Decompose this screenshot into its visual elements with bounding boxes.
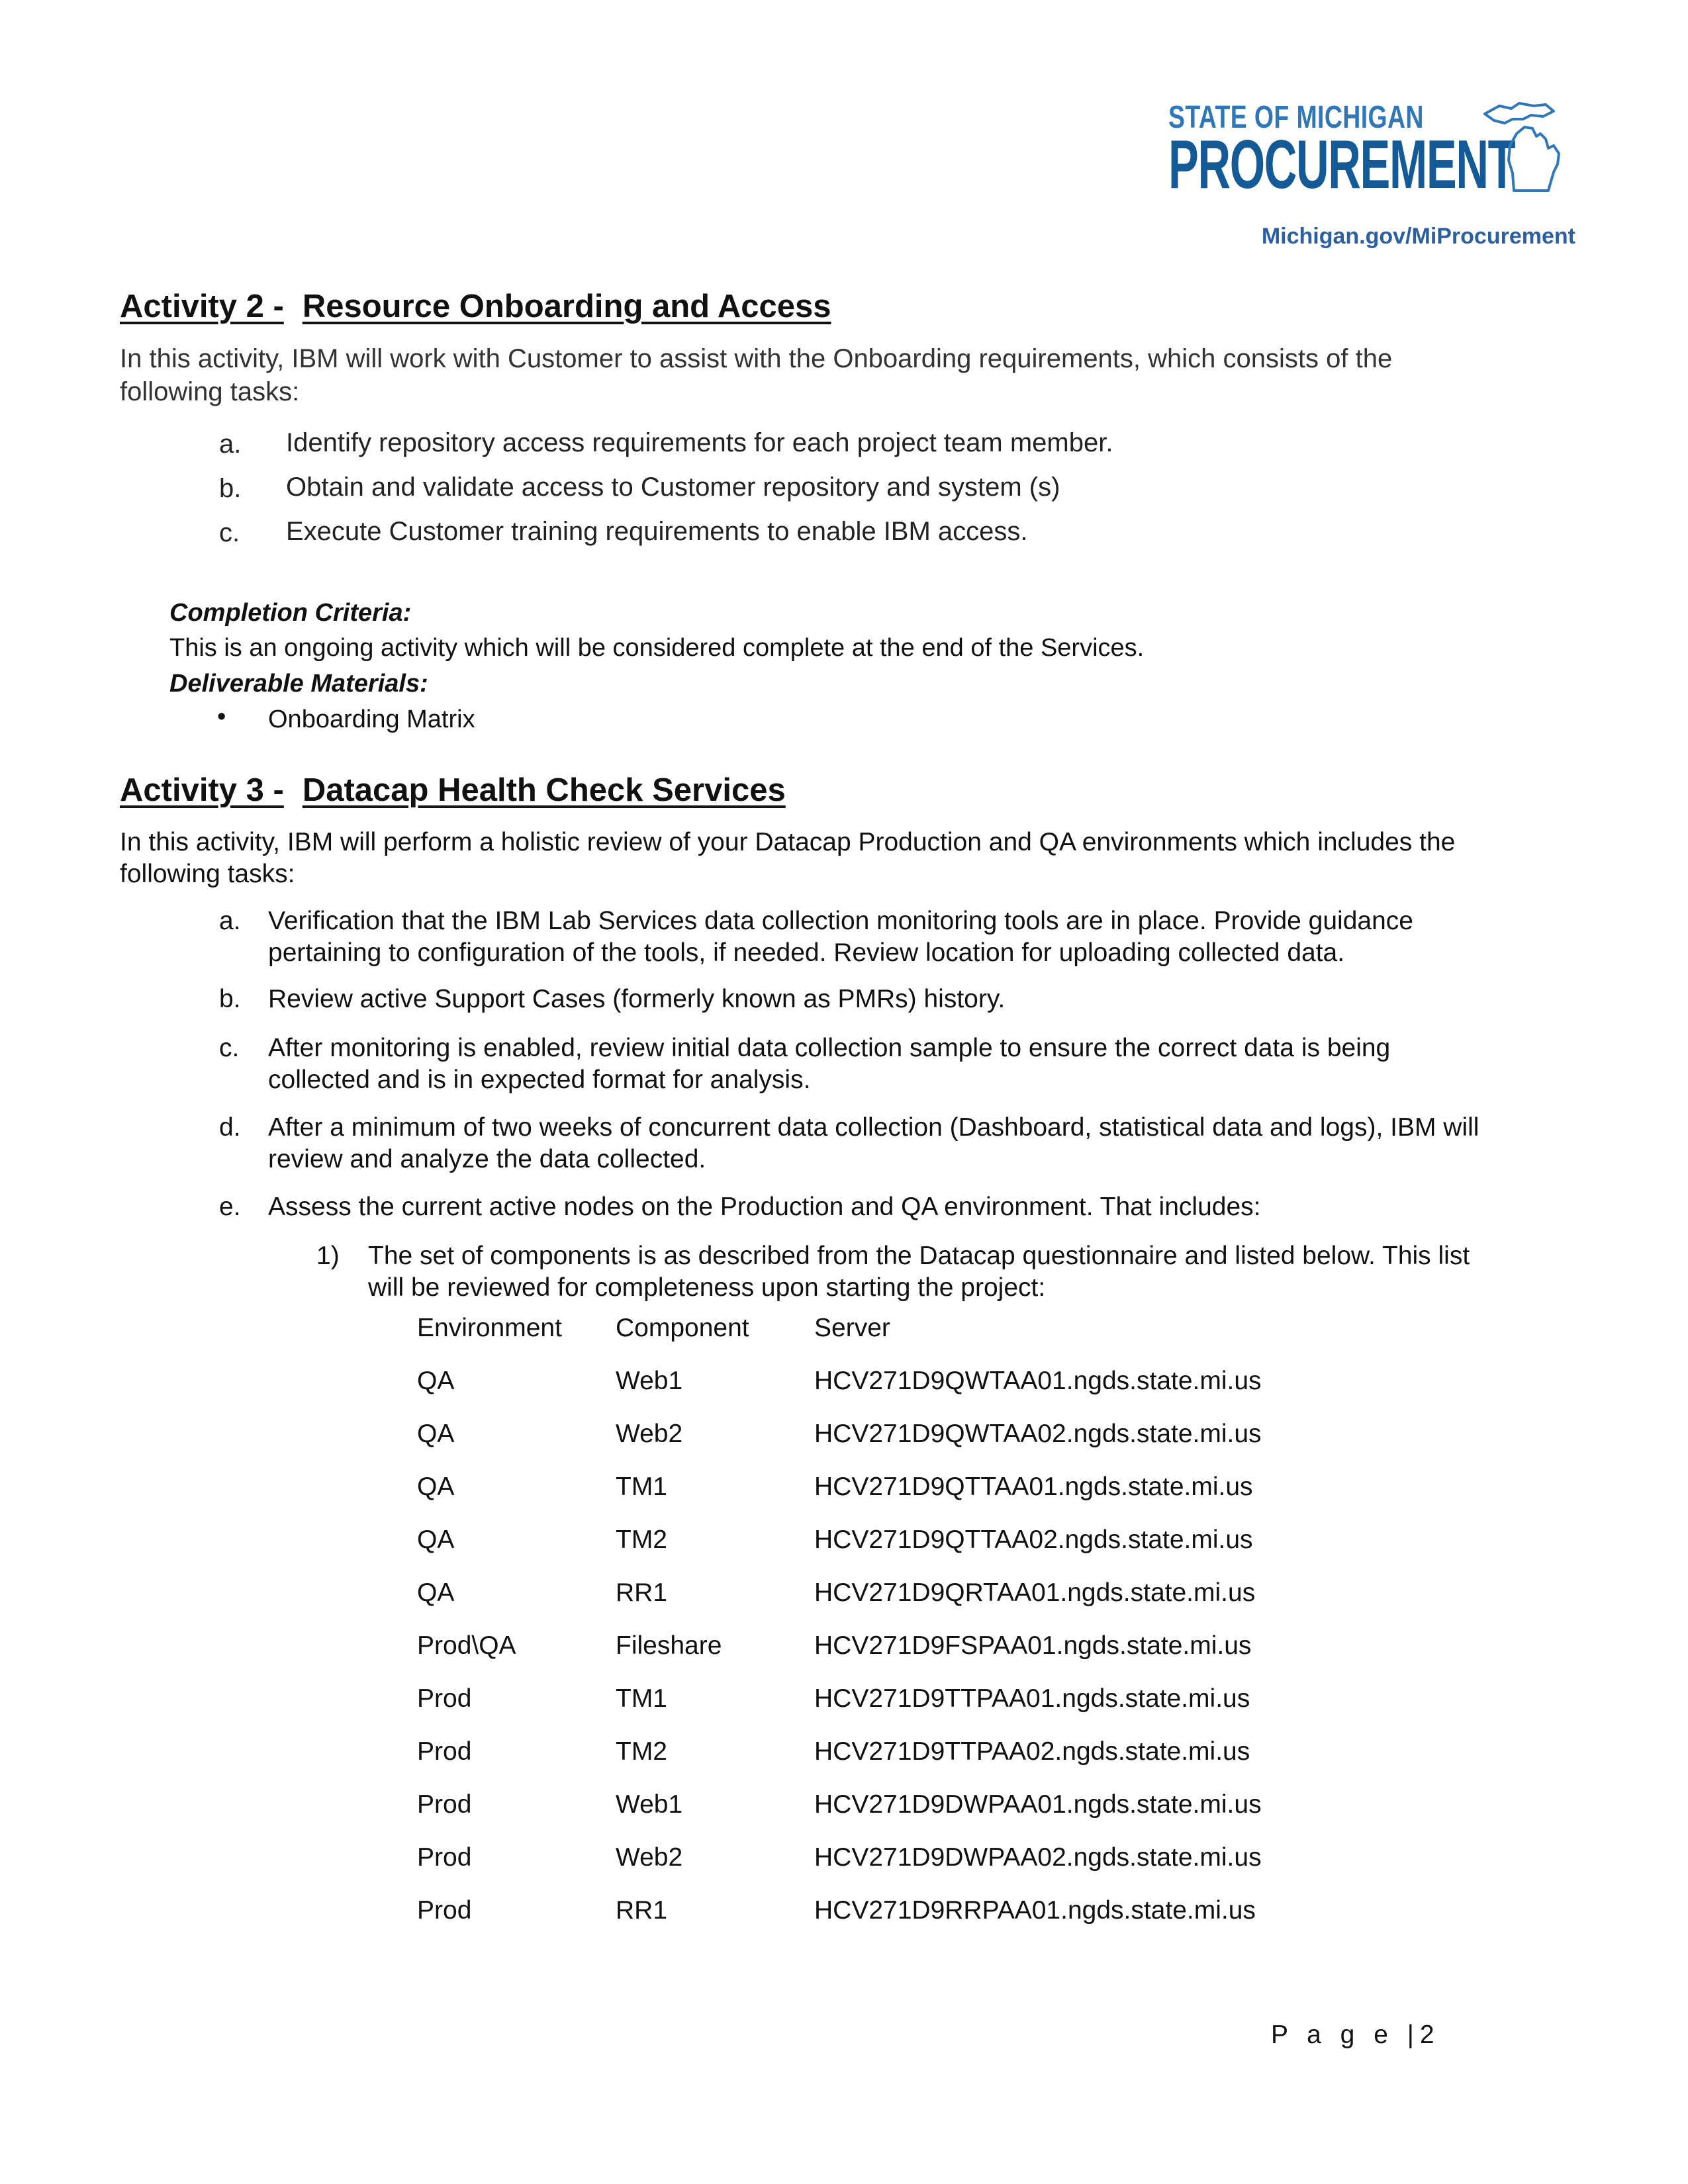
activity-3-intro-line2: following tasks: — [120, 860, 295, 888]
task-line: Verification that the IBM Lab Services data collection monitoring tools are in place. Provide guidance — [268, 907, 1413, 935]
procurement-logo — [1149, 99, 1572, 203]
task-line: collected and is in expected format for analysis. — [268, 1066, 811, 1094]
page-label: P a g e — [1271, 2021, 1394, 2049]
activity-2-task-text: Execute Customer training requirements to enable IBM access. — [286, 517, 1028, 546]
environment-cell: Prod — [417, 1737, 472, 1766]
activity-2-number: Activity 2 - — [120, 289, 284, 324]
procurement-url-link[interactable]: Michigan.gov/MiProcurement — [1261, 224, 1575, 249]
task-line: pertaining to configuration of the tools, if needed. Review location for uploading collected data. — [268, 938, 1345, 967]
column-header-environment: Environment — [417, 1314, 562, 1342]
task-line: review and analyze the data collected. — [268, 1145, 706, 1173]
subitem-text — [368, 1240, 1579, 1304]
component-cell: TM1 — [616, 1473, 667, 1501]
activity-3-number: Activity 3 - — [120, 772, 284, 808]
component-cell: TM2 — [616, 1525, 667, 1554]
environment-cell: Prod\QA — [417, 1631, 516, 1660]
activity-3-task-text — [268, 1112, 1479, 1175]
activity-3-task-letter: e. — [219, 1193, 241, 1221]
task-line: After a minimum of two weeks of concurrent data collection (Dashboard, statistical data and logs), IBM will — [268, 1113, 1479, 1142]
component-cell: RR1 — [616, 1896, 668, 1925]
environment-cell: QA — [417, 1367, 455, 1395]
component-cell: RR1 — [616, 1578, 668, 1607]
activity-2-task-text: Identify repository access requirements for each project team member. — [286, 428, 1113, 457]
server-cell: HCV271D9TTPAA01.ngds.state.mi.us — [814, 1684, 1250, 1713]
component-cell: Web1 — [616, 1790, 683, 1819]
activity-3-title: Datacap Health Check Services — [302, 772, 786, 808]
activity-2-task-letter: b. — [219, 474, 242, 503]
activity-2-heading — [120, 288, 831, 325]
component-cell: Web1 — [616, 1367, 683, 1395]
deliverable-item: Onboarding Matrix — [268, 705, 475, 733]
activity-3-task-letter: c. — [219, 1034, 240, 1062]
component-cell: TM2 — [616, 1737, 667, 1766]
task-line: Review active Support Cases (formerly known as PMRs) history. — [268, 985, 1006, 1013]
server-cell: HCV271D9QRTAA01.ngds.state.mi.us — [814, 1578, 1256, 1607]
server-cell: HCV271D9QWTAA02.ngds.state.mi.us — [814, 1420, 1262, 1448]
deliverable-materials-heading: Deliverable Materials: — [169, 670, 428, 698]
environment-cell: Prod — [417, 1684, 472, 1713]
server-cell: HCV271D9TTPAA02.ngds.state.mi.us — [814, 1737, 1250, 1766]
bullet-icon: • — [217, 703, 226, 731]
component-cell: Fileshare — [616, 1631, 722, 1660]
environment-cell: QA — [417, 1578, 455, 1607]
server-cell: HCV271D9DWPAA01.ngds.state.mi.us — [814, 1790, 1262, 1819]
environment-cell: QA — [417, 1525, 455, 1554]
subitem-line: The set of components is as described from the Datacap questionnaire and listed below. This list — [368, 1242, 1470, 1270]
environment-cell: Prod — [417, 1843, 472, 1872]
task-line: Assess the current active nodes on the Production and QA environment. That includes: — [268, 1193, 1261, 1221]
activity-2-title: Resource Onboarding and Access — [302, 289, 831, 324]
environment-cell: QA — [417, 1473, 455, 1501]
activity-2-intro-line1: In this activity, IBM will work with Customer to assist with the Onboarding requirements, which consists of the — [120, 344, 1393, 373]
activity-3-task-letter: a. — [219, 907, 241, 935]
activity-2-task-text: Obtain and validate access to Customer repository and system (s) — [286, 473, 1060, 502]
activity-3-task-text — [268, 1191, 1260, 1223]
activity-3-task-letter: d. — [219, 1113, 241, 1142]
column-header-component: Component — [616, 1314, 749, 1342]
activity-3-intro-line1: In this activity, IBM will perform a holistic review of your Datacap Production and QA environments which includes the — [120, 828, 1456, 856]
server-cell: HCV271D9QTTAA02.ngds.state.mi.us — [814, 1525, 1253, 1554]
server-cell: HCV271D9QWTAA01.ngds.state.mi.us — [814, 1367, 1262, 1395]
environment-cell: Prod — [417, 1896, 472, 1925]
column-header-server: Server — [814, 1314, 890, 1342]
server-cell: HCV271D9DWPAA02.ngds.state.mi.us — [814, 1843, 1262, 1872]
component-cell: Web2 — [616, 1420, 683, 1448]
page-number — [1271, 2021, 1440, 2050]
logo-state-text: STATE OF MICHIGAN — [1168, 100, 1424, 135]
activity-3-task-letter: b. — [219, 985, 241, 1013]
task-line: After monitoring is enabled, review initial data collection sample to ensure the correct data is being — [268, 1034, 1391, 1062]
page-number-value: |2 — [1407, 2021, 1440, 2049]
server-cell: HCV271D9QTTAA01.ngds.state.mi.us — [814, 1473, 1253, 1501]
activity-3-task-text — [268, 1032, 1390, 1096]
server-cell: HCV271D9RRPAA01.ngds.state.mi.us — [814, 1896, 1256, 1925]
subitem-line: will be reviewed for completeness upon starting the project: — [368, 1273, 1046, 1302]
completion-criteria-text: This is an ongoing activity which will be considered complete at the end of the Services. — [169, 634, 1145, 662]
activity-3-heading — [120, 772, 786, 809]
activity-2-intro-line2: following tasks: — [120, 377, 300, 406]
component-cell: TM1 — [616, 1684, 667, 1713]
component-cell: Web2 — [616, 1843, 683, 1872]
subitem-number: 1) — [316, 1242, 340, 1270]
server-cell: HCV271D9FSPAA01.ngds.state.mi.us — [814, 1631, 1252, 1660]
activity-2-task-letter: a. — [219, 430, 242, 459]
environment-cell: QA — [417, 1420, 455, 1448]
activity-3-task-text — [268, 905, 1413, 969]
activity-3-task-text — [268, 983, 1005, 1015]
completion-criteria-heading: Completion Criteria: — [169, 599, 412, 627]
activity-2-task-letter: c. — [219, 518, 240, 547]
environment-cell: Prod — [417, 1790, 472, 1819]
logo-procurement-text: PROCUREMENT — [1168, 126, 1515, 203]
michigan-map-icon — [1479, 99, 1579, 192]
